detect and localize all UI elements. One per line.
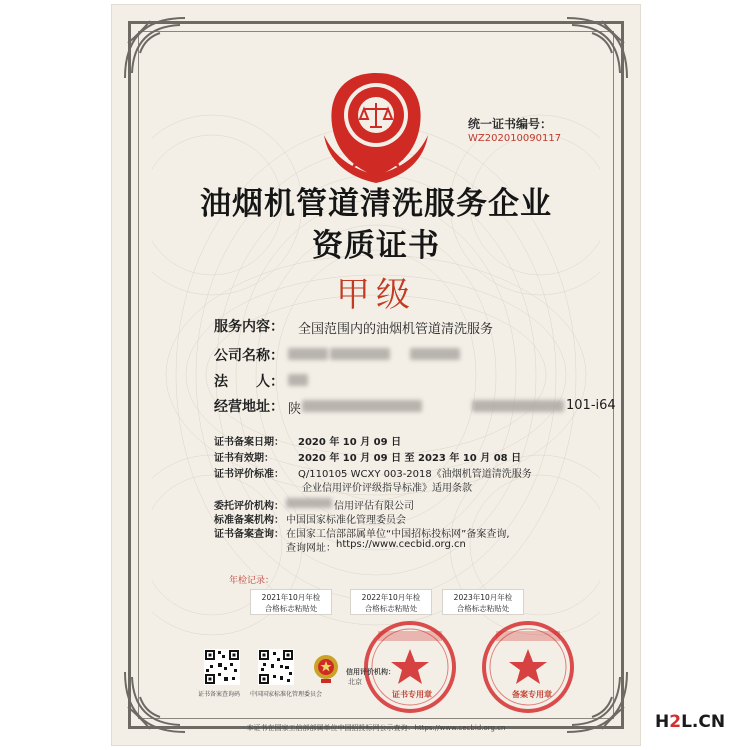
redacted-address-1 (302, 400, 422, 412)
annual-box-line2: 合格标志粘贴处 (456, 604, 510, 613)
redacted-legal (288, 374, 308, 386)
std-record-value: 中国国家标准化管理委员会 (286, 515, 406, 526)
redacted-company-3 (410, 348, 460, 360)
address-suffix: 101-i64 (566, 398, 616, 413)
watermark-part1: H (655, 712, 670, 732)
redacted-company-2 (330, 348, 390, 360)
record-date-label: 证书备案日期： (214, 437, 284, 448)
standard-line2: 企业信用评价评级指导标准》适用条款 (302, 483, 472, 494)
service-label: 服务内容： (214, 319, 284, 335)
certificate-title-line2: 资质证书 (312, 228, 440, 264)
entrust-value: 信用评估有限公司 (334, 501, 414, 512)
credit-emblem-icon (314, 65, 438, 185)
validity-value: 2020 年 10 月 09 日 至 2023 年 10 月 08 日 (298, 453, 522, 464)
entrust-label: 委托评价机构： (214, 501, 284, 512)
footer-note: 本证书在国家工信部部属单位中国招投标网公示查询：https://www.cecbid.org.cn (246, 724, 506, 732)
annual-box-2021 (250, 589, 332, 615)
annual-box-line2: 合格标志粘贴处 (364, 604, 418, 613)
watermark-part3: L.CN (681, 712, 726, 732)
address-label: 经营地址： (214, 399, 284, 415)
query-url: https://www.cecbid.org.cn (336, 539, 466, 550)
record-date-value: 2020 年 10 月 09 日 (298, 437, 402, 448)
corner-ornament-top-left (120, 13, 190, 83)
query-label: 证书备案查询： (214, 529, 284, 540)
seal2-text: 备案专用章 (512, 690, 552, 699)
validity-label: 证书有效期： (214, 453, 274, 464)
unified-cert-no: WZ202010090117 (468, 133, 562, 144)
annual-box-line1: 2022年10月年检 (361, 593, 421, 602)
annual-box-line2: 合格标志粘贴处 (264, 604, 318, 613)
national-emblem-icon (312, 653, 340, 685)
qr2-caption: 中国国家标准化管理委员会 (250, 691, 323, 698)
redacted-company-1 (288, 348, 328, 360)
issuer-label: 信用评价机构： (346, 668, 395, 676)
standard-label: 证书评价标准： (214, 469, 284, 480)
certificate-paper (112, 5, 640, 745)
record-seal-icon (478, 617, 578, 717)
qr1-caption: 证书备案查询码 (198, 691, 241, 698)
std-record-label: 标准备案机构： (214, 515, 284, 526)
annual-box-2023 (442, 589, 524, 615)
annual-box-line1: 2021年10月年检 (261, 593, 321, 602)
unified-cert-no-label: 统一证书编号： (468, 117, 553, 131)
query-url-label: 查询网址： (286, 543, 336, 554)
annual-box-2022 (350, 589, 432, 615)
company-label: 公司名称： (214, 348, 284, 364)
annual-box-line1: 2023年10月年检 (453, 593, 513, 602)
site-watermark (655, 712, 725, 732)
service-value: 全国范围内的油烟机管道清洗服务 (298, 322, 494, 337)
watermark-part2: 2 (669, 712, 682, 732)
redacted-entrust (286, 498, 332, 508)
grade-level: 甲级 (336, 275, 416, 315)
legal-rep-label: 法 人： (214, 374, 284, 390)
corner-ornament-top-right (562, 13, 632, 83)
seal-bottom-left-label: 北京 (348, 678, 362, 686)
qr-code-icon (204, 649, 240, 685)
query-value: 在国家工信部部属单位“中国招标投标网”备案查询, (286, 529, 510, 540)
qr-code-icon (258, 649, 294, 685)
redacted-address-2 (472, 400, 564, 412)
address-prefix: 陕 (288, 402, 302, 417)
standard-line1: Q/110105 WCXY 003-2018《油烟机管道清洗服务 (298, 469, 532, 480)
certificate-title-line1: 油烟机管道清洗服务企业 (200, 186, 552, 222)
seal1-text: 证书专用章 (392, 690, 432, 699)
annual-check-label: 年检记录： (229, 576, 275, 586)
